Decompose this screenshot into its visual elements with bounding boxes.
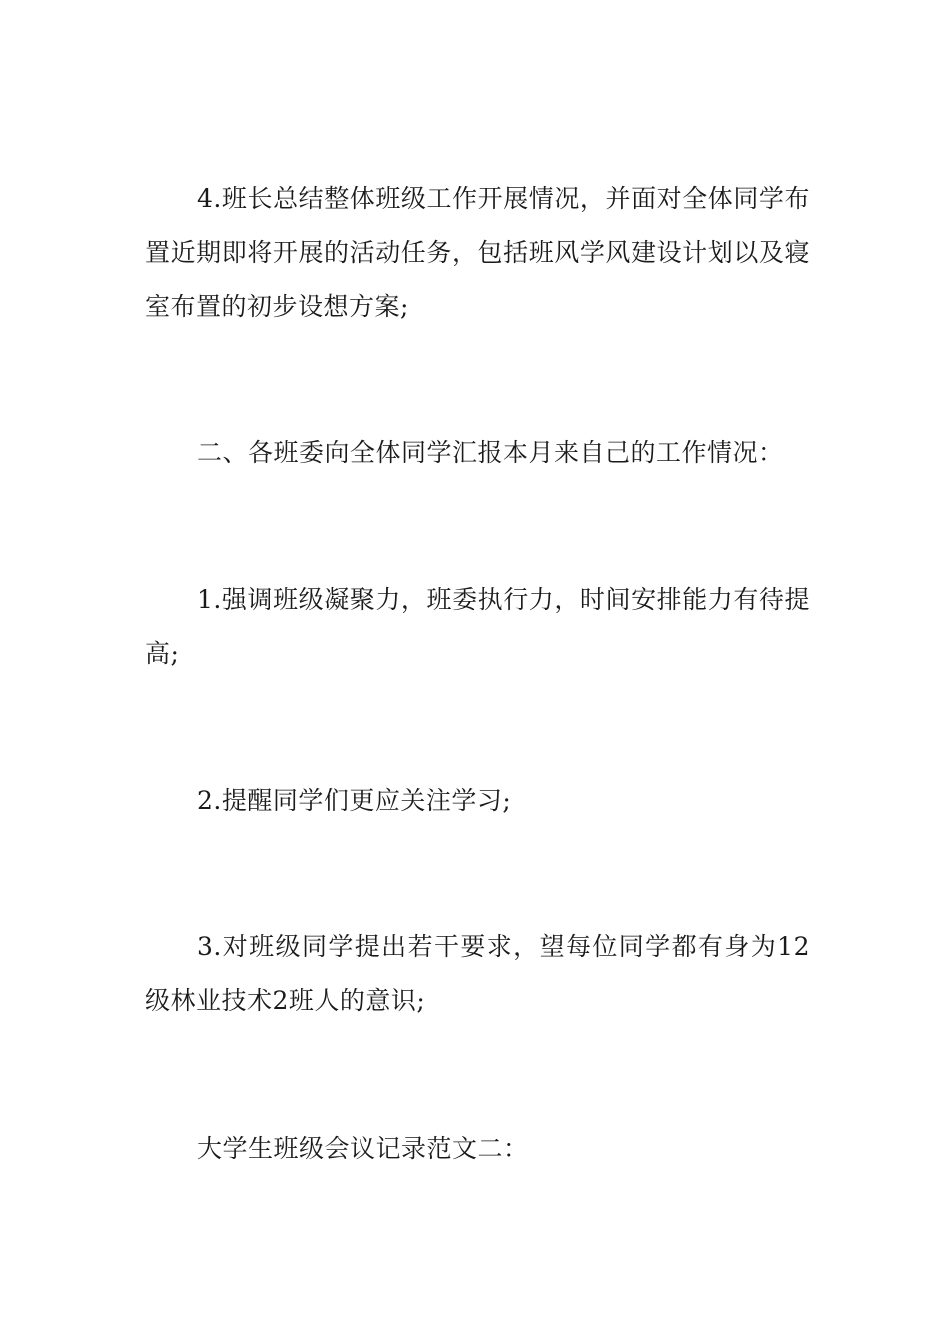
paragraph-item-1-cohesion: 1.强调班级凝聚力，班委执行力，时间安排能力有待提高; (145, 585, 810, 668)
paragraph-item-3-requirements: 3.对班级同学提出若干要求，望每位同学都有身为12级林业技术2班人的意识; (145, 932, 810, 1015)
section-heading-committee-report: 二、各班委向全体同学汇报本月来自己的工作情况： (197, 438, 784, 467)
section-heading-sample-two: 大学生班级会议记录范文二： (197, 1134, 529, 1163)
paragraph-item-4-summary: 4.班长总结整体班级工作开展情况，并面对全体同学布置近期即将开展的活动任务，包括班风学风建设计划以及寝室布置的初步设想方案; (145, 184, 810, 321)
paragraph-item-2-study-reminder: 2.提醒同学们更应关注学习; (197, 786, 512, 815)
